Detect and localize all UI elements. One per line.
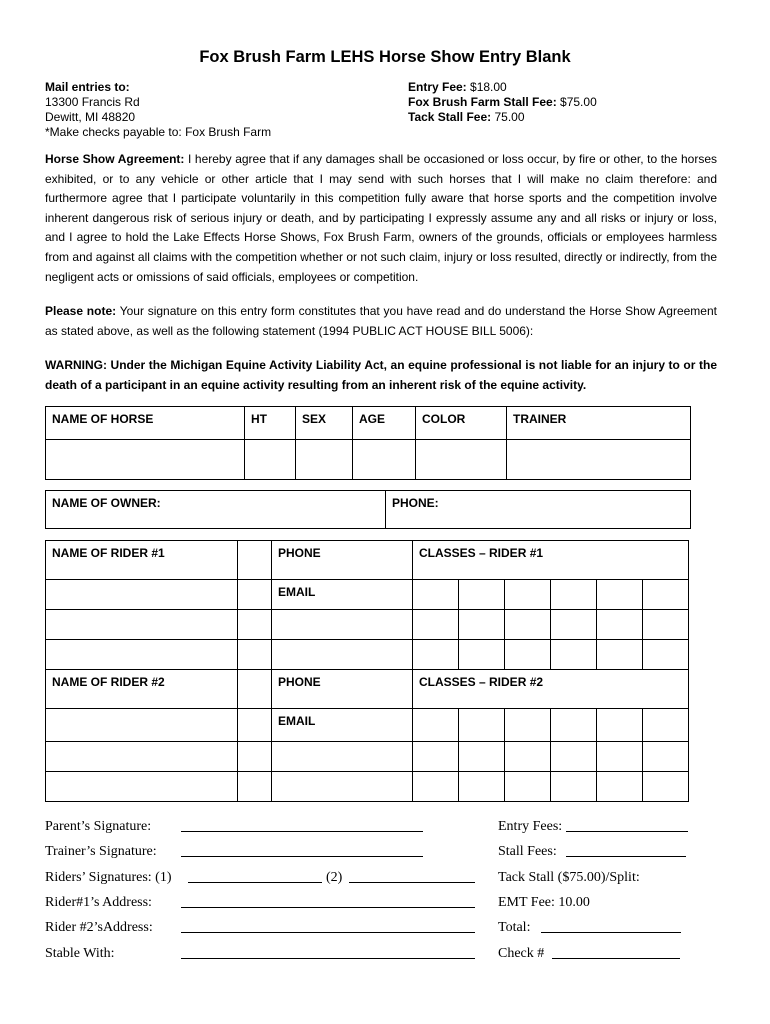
rider1-class-cell[interactable] [459,640,505,670]
rider2-class-cell[interactable] [505,742,551,772]
agreement-label: Horse Show Agreement: [45,152,185,166]
parent-signature-label: Parent’s Signature: [45,819,152,834]
rider-table [45,540,689,802]
rider2-class-cell[interactable] [643,709,689,742]
rider2-name-header: NAME OF RIDER #2 [46,670,238,709]
rider2-class-cell[interactable] [551,709,597,742]
rider2-class-cell[interactable] [551,772,597,802]
horse-age-cell[interactable] [353,440,416,480]
stall-fee-label: Fox Brush Farm Stall Fee: [408,95,557,109]
rider1-class-cell[interactable] [505,580,551,610]
riders-signature-2-label: (2) [326,870,343,885]
rider1-row-cell[interactable] [46,610,238,640]
owner-table [45,490,691,529]
entry-fee-value: $18.00 [466,80,507,94]
rider1-class-cell[interactable] [413,610,459,640]
rider1-class-cell[interactable] [551,580,597,610]
header-age: AGE [353,407,416,440]
entry-fees-label: Entry Fees: [498,819,563,834]
rider1-email-cell[interactable]: EMAIL [272,580,413,610]
rider1-class-cell[interactable] [551,640,597,670]
horse-color-cell[interactable] [416,440,507,480]
header-ht: HT [245,407,296,440]
header-name-of-horse: NAME OF HORSE [46,407,245,440]
rider1-class-cell[interactable] [413,580,459,610]
rider1-class-cell[interactable] [597,580,643,610]
rider2-spacer-cell[interactable] [238,670,272,709]
stall-fees-label: Stall Fees: [498,844,557,859]
trainer-signature-label: Trainer’s Signature: [45,844,157,859]
tack-fee-value: 75.00 [491,110,525,124]
rider1-row-cell[interactable] [272,640,413,670]
rider2-email-cell[interactable]: EMAIL [272,709,413,742]
fees-block [408,80,728,125]
rider2-address-line[interactable] [181,920,475,933]
rider2-classes-header: CLASSES – RIDER #2 [413,670,689,709]
horse-show-agreement [45,150,717,287]
mail-address-line2: Dewitt, MI 48820 [45,110,136,124]
rider2-address-label: Rider #2’sAddress: [45,920,153,935]
entry-fee-label: Entry Fee: [408,80,467,94]
rider1-row-cell[interactable] [238,610,272,640]
rider2-class-cell[interactable] [413,742,459,772]
rider2-class-cell[interactable] [643,742,689,772]
horse-table [45,406,691,480]
total-label: Total: [498,920,531,935]
rider2-row-cell[interactable] [238,772,272,802]
rider2-class-cell[interactable] [597,772,643,802]
rider1-row-cell[interactable] [238,640,272,670]
rider1-class-cell[interactable] [551,610,597,640]
owner-phone-cell[interactable]: PHONE: [386,491,691,529]
horse-name-cell[interactable] [46,440,245,480]
rider1-class-cell[interactable] [643,580,689,610]
rider2-class-cell[interactable] [505,709,551,742]
parent-signature-line[interactable] [181,819,423,832]
rider2-class-cell[interactable] [459,772,505,802]
note-text: Your signature on this entry form constitutes that you have read and do understand the Horse Show Agreement as stated above, as well as the following statement (1994 PUBLIC ACT HOUSE BILL 5006): [45,304,717,338]
rider2-class-cell[interactable] [551,742,597,772]
rider1-row-cell[interactable] [46,580,238,610]
please-note [45,302,717,341]
check-number-line[interactable] [552,946,680,959]
rider1-spacer-cell[interactable] [238,541,272,580]
rider1-class-cell[interactable] [505,640,551,670]
note-label: Please note: [45,304,117,318]
rider2-class-cell[interactable] [597,742,643,772]
tack-fee-label: Tack Stall Fee: [408,110,492,124]
tack-stall-label: Tack Stall ($75.00)/Split: [498,870,640,885]
horse-trainer-cell[interactable] [507,440,691,480]
stable-with-line[interactable] [181,946,475,959]
checks-payable-note: *Make checks payable to: Fox Brush Farm [45,125,272,139]
rider1-classes-header: CLASSES – RIDER #1 [413,541,689,580]
rider2-phone-header[interactable]: PHONE [272,670,413,709]
rider2-row-cell[interactable] [272,772,413,802]
rider1-name-header: NAME OF RIDER #1 [46,541,238,580]
rider1-class-cell[interactable] [459,580,505,610]
warning-text: WARNING: Under the Michigan Equine Activity Liability Act, an equine professional is not liable for an injury to or the death of a participant in an equine activity resulting from an inherent risk of the equine activity. [45,358,717,392]
rider1-class-cell[interactable] [413,640,459,670]
rider2-row-cell[interactable] [46,709,238,742]
header-sex: SEX [296,407,353,440]
rider1-class-cell[interactable] [459,610,505,640]
trainer-signature-line[interactable] [181,844,423,857]
rider1-row-cell[interactable] [272,610,413,640]
rider2-class-cell[interactable] [459,742,505,772]
mail-label: Mail entries to: [45,80,130,94]
page-title: Fox Brush Farm LEHS Horse Show Entry Blank [199,48,571,66]
rider1-class-cell[interactable] [643,610,689,640]
stable-with-label: Stable With: [45,946,115,961]
rider2-class-cell[interactable] [459,709,505,742]
name-of-owner-cell[interactable]: NAME OF OWNER: [46,491,386,529]
rider2-row-cell[interactable] [238,709,272,742]
header-color: COLOR [416,407,507,440]
rider2-class-cell[interactable] [505,772,551,802]
rider2-class-cell[interactable] [413,709,459,742]
horse-ht-cell[interactable] [245,440,296,480]
rider1-class-cell[interactable] [597,640,643,670]
mail-block [45,80,375,140]
rider2-row-cell[interactable] [238,742,272,772]
entry-fees-line[interactable] [566,819,688,832]
header-trainer: TRAINER [507,407,691,440]
rider1-class-cell[interactable] [643,640,689,670]
stall-fees-line[interactable] [566,844,686,857]
check-number-label: Check # [498,946,545,961]
rider2-class-cell[interactable] [643,772,689,802]
total-line[interactable] [541,920,681,933]
rider2-row-cell[interactable] [272,742,413,772]
rider2-signature-line[interactable] [349,870,475,883]
rider1-phone-header[interactable]: PHONE [272,541,413,580]
rider2-class-cell[interactable] [413,772,459,802]
rider1-row-cell[interactable] [46,640,238,670]
horse-sex-cell[interactable] [296,440,353,480]
mail-address-line1: 13300 Francis Rd [45,95,140,109]
rider1-signature-line[interactable] [188,870,322,883]
rider1-address-label: Rider#1’s Address: [45,895,152,910]
agreement-text: I hereby agree that if any damages shall be occasioned or loss occur, by fire or other, to the horses exhibited, or to any vehicle or other article that I may send with such horses that I will make no claim therefore: and furthermore agree that I participate voluntarily in this competition fully aware that horse sports and the competition involve inherent dangerous risk of serious injury or death, and by participating I expressly assume any and all risks or injury or loss, and I agree to hold the Lake Effects Horse Shows, Fox Brush Farm, owners of the grounds, officials or employees harmless from and against all claims with the competition whether or not such claim, injury or loss resulted, directly or indirectly, from the negligent acts or omissions of said officials, employees or competition. [45,152,717,284]
rider1-class-cell[interactable] [505,610,551,640]
rider2-row-cell[interactable] [46,772,238,802]
rider2-class-cell[interactable] [597,709,643,742]
rider2-row-cell[interactable] [46,742,238,772]
riders-signature-label: Riders’ Signatures: (1) [45,870,172,885]
rider1-address-line[interactable] [181,895,475,908]
rider1-class-cell[interactable] [597,610,643,640]
rider1-row-cell[interactable] [238,580,272,610]
emt-fee-label: EMT Fee: 10.00 [498,895,590,910]
stall-fee-value: $75.00 [556,95,597,109]
